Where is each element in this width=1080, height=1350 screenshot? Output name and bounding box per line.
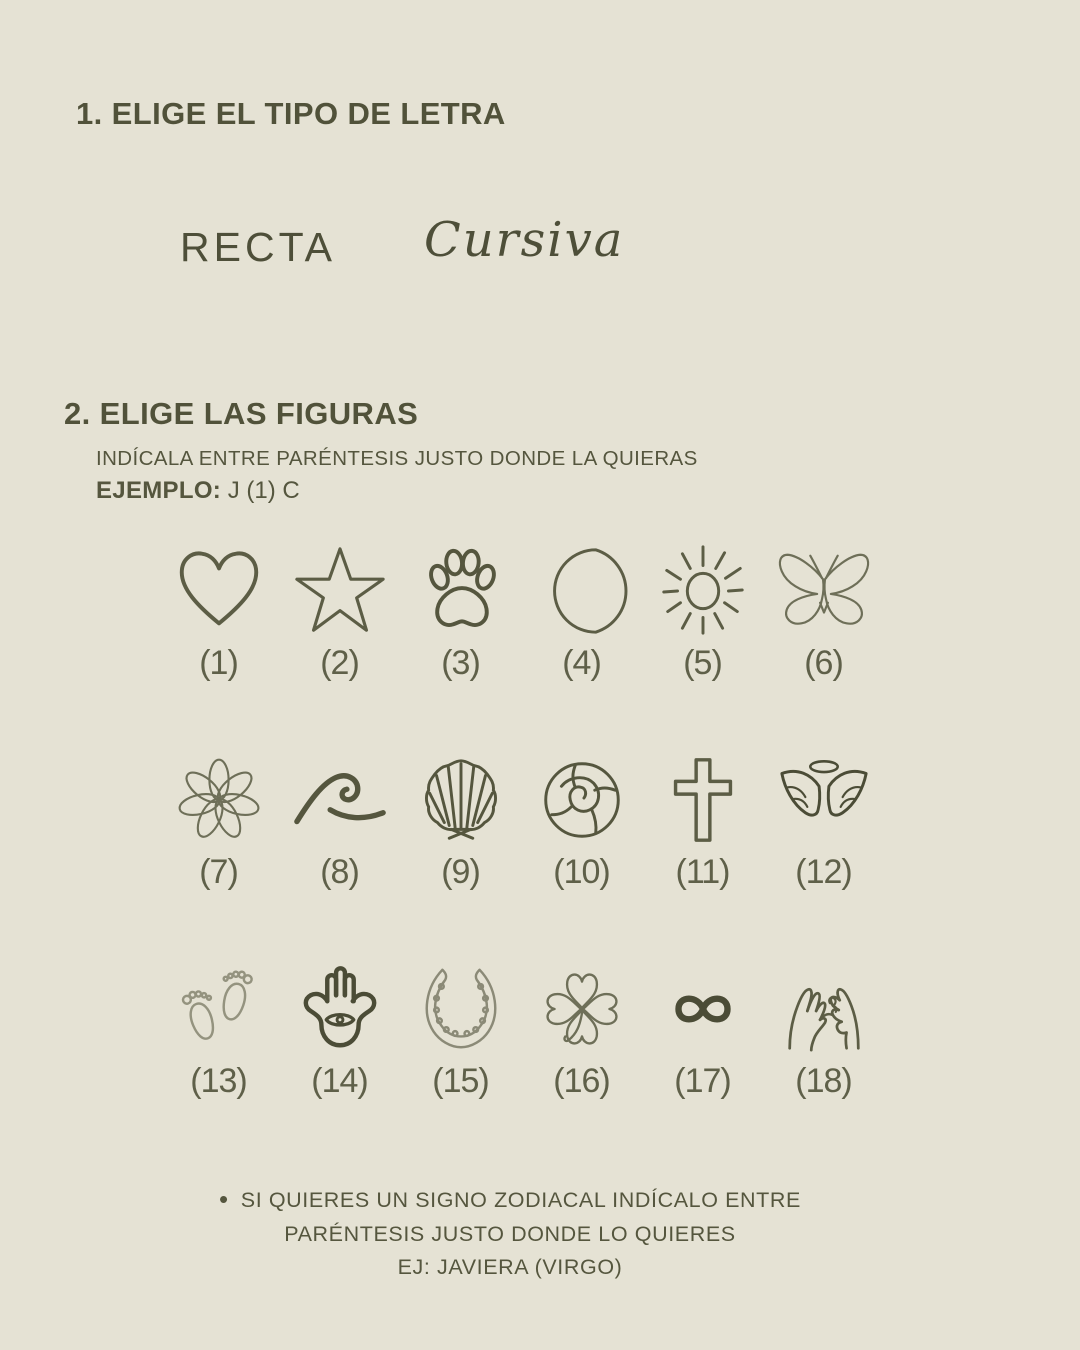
infinity-icon (647, 958, 759, 1060)
figure-option (158, 749, 279, 892)
figure-option (521, 749, 642, 892)
figure-number: (7) (199, 853, 238, 891)
figure-number: (2) (320, 644, 359, 682)
wave-icon (284, 749, 396, 851)
moon-icon (526, 540, 638, 642)
section2-title: 2. ELIGE LAS FIGURAS (64, 396, 419, 431)
figure-option (279, 958, 400, 1101)
nautilus-shell-icon (526, 749, 638, 851)
horseshoe-icon (405, 958, 517, 1060)
pinky-promise-icon (768, 958, 880, 1060)
sun-icon (647, 540, 759, 642)
figure-option (763, 749, 884, 892)
figure-number: (4) (562, 644, 601, 682)
figure-number: (10) (553, 853, 610, 891)
letter-type-cursiva: Cursiva (424, 212, 625, 268)
paw-icon (405, 540, 517, 642)
angel-wings-icon (768, 749, 880, 851)
star-icon (284, 540, 396, 642)
figure-option (279, 749, 400, 892)
figure-option (642, 749, 763, 892)
note-line-2: PARÉNTESIS JUSTO DONDE LO QUIERES (284, 1221, 736, 1246)
figure-option (279, 540, 400, 683)
figure-option (763, 958, 884, 1101)
example-label: EJEMPLO: (96, 477, 222, 504)
figure-option (400, 749, 521, 892)
figures-grid (158, 540, 884, 1101)
figure-number: (13) (190, 1062, 247, 1100)
figure-option (158, 540, 279, 683)
butterfly-icon (768, 540, 880, 642)
figure-number: (8) (320, 853, 359, 891)
figure-number: (3) (441, 644, 480, 682)
figure-number: (12) (795, 853, 852, 891)
flower-icon (163, 749, 275, 851)
figure-number: (16) (553, 1062, 610, 1100)
figure-number: (17) (674, 1062, 731, 1100)
letter-type-recta: RECTA (180, 224, 336, 270)
figure-option (642, 540, 763, 683)
clover-icon (526, 958, 638, 1060)
figure-option (400, 958, 521, 1101)
figure-number: (15) (432, 1062, 489, 1100)
zodiac-note: • SI QUIERES UN SIGNO ZODIACAL INDÍCALO ENTRE PARÉNTESIS JUSTO DONDE LO QUIERES EJ: JAVIERA (VIRGO) (0, 1184, 1020, 1285)
figure-number: (11) (675, 853, 730, 891)
note-line-1: SI QUIERES UN SIGNO ZODIACAL INDÍCALO ENTRE (240, 1188, 801, 1212)
heart-icon (163, 540, 275, 642)
figure-option (642, 958, 763, 1101)
hamsa-hand-icon (284, 958, 396, 1060)
seashell-icon (405, 749, 517, 851)
baby-feet-icon (163, 958, 275, 1060)
example-value: J (1) C (227, 477, 300, 504)
figure-option (400, 540, 521, 683)
figure-option (521, 540, 642, 683)
figure-number: (9) (441, 853, 480, 891)
figure-number: (14) (311, 1062, 368, 1100)
figure-option (763, 540, 884, 683)
note-line-3: EJ: JAVIERA (VIRGO) (397, 1255, 623, 1279)
figure-number: (5) (683, 644, 722, 682)
figure-number: (18) (795, 1062, 852, 1100)
cross-icon (647, 749, 759, 851)
section2-subtitle: INDÍCALA ENTRE PARÉNTESIS JUSTO DONDE LA QUIERAS (96, 447, 698, 470)
figure-number: (6) (804, 644, 843, 682)
figure-number: (1) (199, 644, 238, 682)
section2-example (96, 477, 300, 505)
section1-title: 1. ELIGE EL TIPO DE LETRA (76, 96, 506, 131)
figure-option (521, 958, 642, 1101)
figure-option (158, 958, 279, 1101)
